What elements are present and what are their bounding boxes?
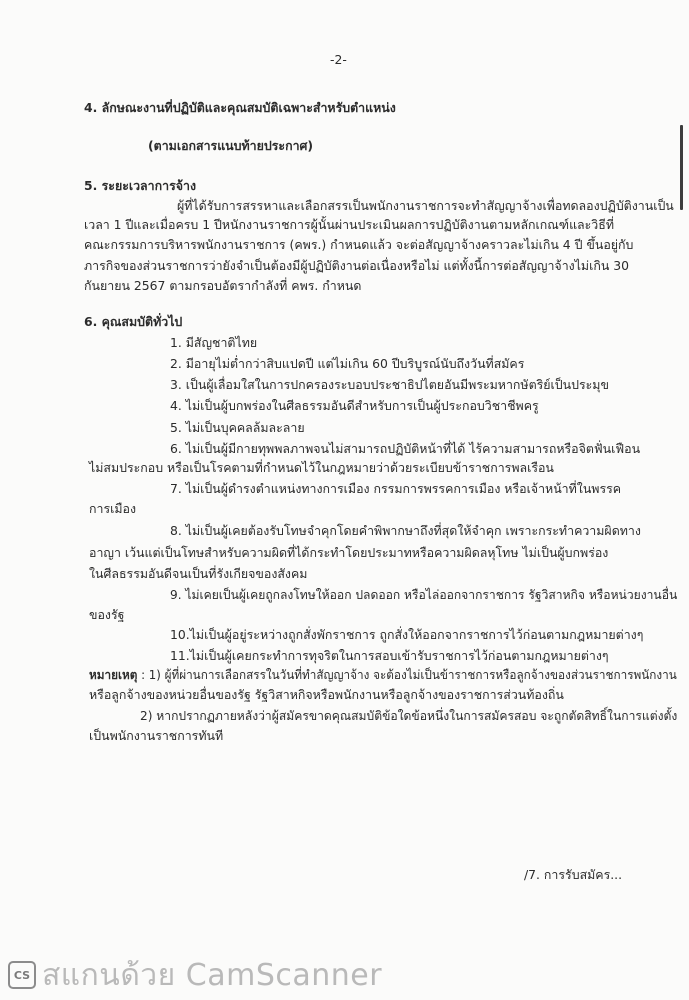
section-5-heading: 5. ระยะเวลาการจ้าง: [84, 178, 196, 193]
qualification-item-continued: การเมือง: [89, 501, 137, 516]
qualification-item: 5. ไม่เป็นบุคคลล้มละลาย: [170, 420, 305, 435]
qualification-item: 8. ไม่เป็นผู้เคยต้องรับโทษจำคุกโดยคำพิพากษาถึงที่สุดให้จำคุก เพราะกระทำความผิดทาง: [170, 523, 641, 538]
remark-line: หรือลูกจ้างของหน่วยอื่นของรัฐ รัฐวิสาหกิจหรือพนักงานหรือลูกจ้างของราชการส่วนท้องถิ่น: [89, 687, 564, 702]
section-5-line: คณะกรรมการบริหารพนักงานราชการ (คพร.) กำหนดแล้ว จะต่อสัญญาจ้างคราวละไม่เกิน 4 ปี ขึ้นอยู่กับ: [84, 237, 634, 252]
qualification-item: 6. ไม่เป็นผู้มีกายทุพพลภาพจนไม่สามารถปฏิบัติหน้าที่ได้ ไร้ความสามารถหรือจิตฟั่นเฟือน: [170, 441, 641, 456]
qualification-item-continued: ไม่สมประกอบ หรือเป็นโรคตามที่กำหนดไว้ในกฎหมายว่าด้วยระเบียบข้าราชการพลเรือน: [89, 460, 554, 475]
qualification-item: 10.ไม่เป็นผู้อยู่ระหว่างถูกสั่งพักราชการ ถูกสั่งให้ออกจากราชการไว้ก่อนตามกฎหมายต่างๆ: [170, 627, 644, 642]
camscanner-logo-icon: CS: [8, 961, 36, 989]
continuation-note: /7. การรับสมัคร...: [524, 867, 623, 882]
remark-label: หมายเหตุ: [89, 667, 138, 682]
remark-line: 2) หากปรากฏภายหลังว่าผู้สมัครขาดคุณสมบัติข้อใดข้อหนึ่งในการสมัครสอบ จะถูกตัดสิทธิ์ในการแต่งตั้ง: [140, 708, 678, 723]
qualification-item: 1. มีสัญชาติไทย: [170, 335, 258, 350]
qualification-item: 11.ไม่เป็นผู้เคยกระทำการทุจริตในการสอบเข้ารับราชการไว้ก่อนตามกฎหมายต่างๆ: [170, 648, 609, 663]
section-5-line: ภารกิจของส่วนราชการว่ายังจำเป็นต้องมีผู้ปฏิบัติงานต่อเนื่องหรือไม่ แต่ทั้งนี้การต่อสัญญาจ้างไม่เกิน 30: [84, 258, 630, 273]
qualification-item: 4. ไม่เป็นผู้บกพร่องในศีลธรรมอันดีสำหรับการเป็นผู้ประกอบวิชาชีพครู: [170, 398, 539, 413]
remark-line: [89, 667, 677, 683]
qualification-item: 2. มีอายุไม่ต่ำกว่าสิบแปดปี แต่ไม่เกิน 60 ปีบริบูรณ์นับถึงวันที่สมัคร: [170, 356, 525, 371]
qualification-item-continued: อาญา เว้นแต่เป็นโทษสำหรับความผิดที่ได้กระทำโดยประมาทหรือความผิดลหุโทษ ไม่เป็นผู้บกพร่อง: [89, 545, 609, 560]
section-5-line: กันยายน 2567 ตามกรอบอัตรากำลังที่ คพร. กำหนด: [84, 278, 362, 293]
section-5-line: ผู้ที่ได้รับการสรรหาและเลือกสรรเป็นพนักงานราชการจะทำสัญญาจ้างเพื่อทดลองปฏิบัติงานเป็น: [177, 198, 674, 213]
scan-edge-mark: [680, 125, 683, 210]
camscanner-watermark: [8, 958, 428, 992]
section-6-heading: 6. คุณสมบัติทั่วไป: [84, 314, 183, 329]
qualification-item: 9. ไม่เคยเป็นผู้เคยถูกลงโทษให้ออก ปลดออก หรือไล่ออกจากราชการ รัฐวิสาหกิจ หรือหน่วยงานอื่น: [170, 587, 678, 602]
watermark-text: สแกนด้วย CamScanner: [42, 957, 383, 993]
remark-text: : 1) ผู้ที่ผ่านการเลือกสรรในวันที่ทำสัญญาจ้าง จะต้องไม่เป็นข้าราชการหรือลูกจ้างของส่วนราชการพนักงาน: [137, 667, 677, 682]
qualification-item: 7. ไม่เป็นผู้ดำรงตำแหน่งทางการเมือง กรรมการพรรคการเมือง หรือเจ้าหน้าที่ในพรรค: [170, 481, 622, 496]
remark-line: เป็นพนักงานราชการทันที: [89, 728, 224, 743]
section-5-line: เวลา 1 ปีและเมื่อครบ 1 ปีหนักงานราชการผู้นั้นผ่านประเมินผลการปฏิบัติงานตามหลักเกณฑ์และวิธีที่: [84, 217, 614, 232]
qualification-item-continued: ในศีลธรรมอันดีจนเป็นที่รังเกียจของสังคม: [89, 566, 308, 581]
qualification-item: 3. เป็นผู้เลื่อมใสในการปกครองระบอบประชาธิปไตยอันมีพระมหากษัตริย์เป็นประมุข: [170, 377, 609, 392]
qualification-item-continued: ของรัฐ: [89, 607, 125, 622]
page-number: -2-: [330, 52, 347, 67]
section-4-heading: 4. ลักษณะงานที่ปฏิบัติและคุณสมบัติเฉพาะสำหรับตำแหน่ง: [84, 100, 396, 115]
section-4-note: (ตามเอกสารแนบท้ายประกาศ): [148, 138, 314, 153]
